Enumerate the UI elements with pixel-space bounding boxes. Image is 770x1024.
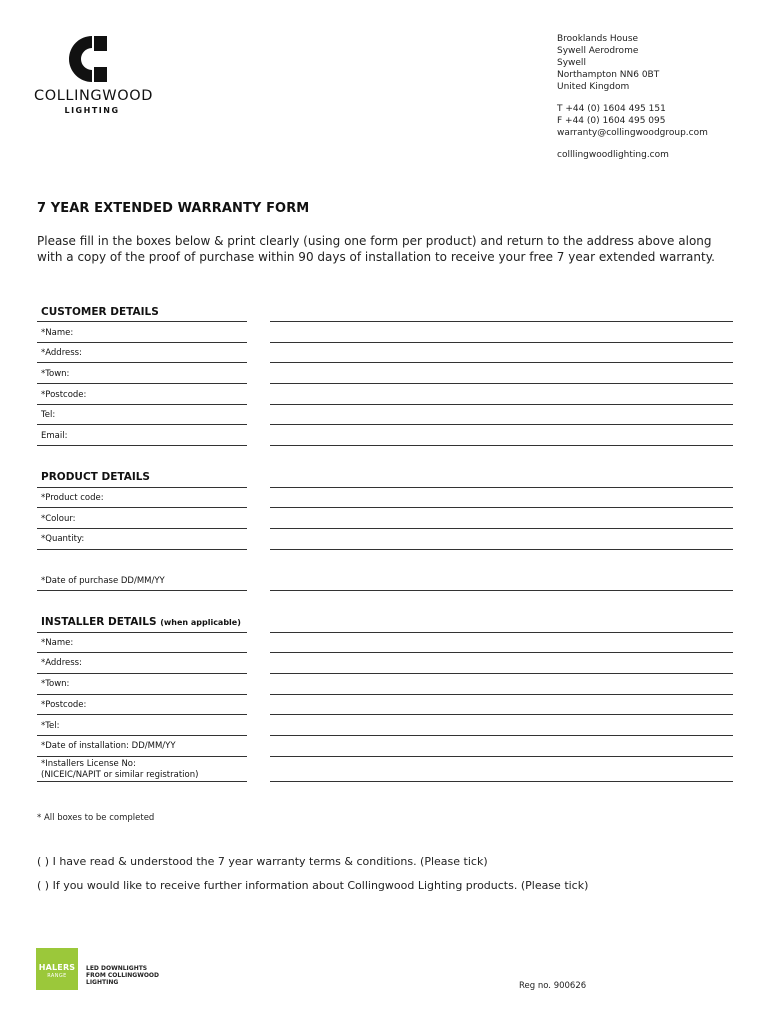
halers-title: HALERS <box>38 963 76 972</box>
purchase-date-field[interactable] <box>270 590 733 591</box>
phone-number: T +44 (0) 1604 495 151 <box>557 104 666 114</box>
installation-date-field[interactable] <box>270 756 733 757</box>
installer-license-label <box>41 759 198 780</box>
product-code-label: *Product code: <box>41 493 104 503</box>
form-title: 7 YEAR EXTENDED WARRANTY FORM <box>37 201 310 216</box>
product-colour-label: *Colour: <box>41 514 76 524</box>
installer-section-heading <box>41 616 241 628</box>
website-link[interactable]: colllingwoodlighting.com <box>557 150 669 160</box>
installer-town-label: *Town: <box>41 679 70 689</box>
installer-address-label: *Address: <box>41 658 82 668</box>
product-quantity-label: *Quantity: <box>41 534 85 544</box>
customer-section-heading: CUSTOMER DETAILS <box>41 306 159 318</box>
address-line: Sywell Aerodrome <box>557 46 639 56</box>
fax-number: F +44 (0) 1604 495 095 <box>557 116 666 126</box>
customer-address-field[interactable] <box>270 362 733 363</box>
halers-tagline-line: LIGHTING <box>86 978 119 986</box>
address-line: Northampton NN6 0BT <box>557 70 660 80</box>
logo-brand: COLLINGWOOD <box>34 88 153 104</box>
halers-logo <box>36 948 78 990</box>
license-label-line1: *Installers License No: <box>41 759 136 769</box>
installer-tel-field[interactable] <box>270 735 733 736</box>
address-line: Sywell <box>557 58 586 68</box>
halers-tagline <box>86 966 159 986</box>
customer-town-field[interactable] <box>270 383 733 384</box>
customer-name-label: *Name: <box>41 328 74 338</box>
installer-license-field[interactable] <box>270 781 733 782</box>
customer-tel-field[interactable] <box>270 424 733 425</box>
terms-checkbox[interactable]: ( ) I have read & understood the 7 year warranty terms & conditions. (Please tick) <box>37 855 488 868</box>
customer-tel-label: Tel: <box>41 410 56 420</box>
address-line: United Kingdom <box>557 82 630 92</box>
customer-email-field[interactable] <box>270 445 733 446</box>
installer-heading-note: (when applicable) <box>160 618 241 627</box>
customer-email-label: Email: <box>41 431 68 441</box>
collingwood-c-icon <box>67 34 117 84</box>
installation-date-label: *Date of installation: DD/MM/YY <box>41 741 176 751</box>
installer-name-field[interactable] <box>270 652 733 653</box>
info-checkbox[interactable]: ( ) If you would like to receive further information about Collingwood Lighting products. (Please tick) <box>37 879 589 892</box>
product-colour-field[interactable] <box>270 528 733 529</box>
customer-postcode-field[interactable] <box>270 404 733 405</box>
completion-note: * All boxes to be completed <box>37 813 155 823</box>
product-quantity-field[interactable] <box>270 549 733 550</box>
installer-heading-text: INSTALLER DETAILS <box>41 616 157 628</box>
installer-name-label: *Name: <box>41 638 74 648</box>
customer-heading-field[interactable] <box>270 321 733 322</box>
registration-number: Reg no. 900626 <box>519 981 587 991</box>
installer-postcode-field[interactable] <box>270 714 733 715</box>
purchase-date-label: *Date of purchase DD/MM/YY <box>41 576 165 586</box>
halers-tagline-line: LED DOWNLIGHTS <box>86 965 148 972</box>
customer-town-label: *Town: <box>41 369 70 379</box>
product-code-field[interactable] <box>270 507 733 508</box>
customer-name-field[interactable] <box>270 342 733 343</box>
company-address <box>557 33 708 161</box>
form-intro: Please fill in the boxes below & print clearly (using one form per product) and return to the address above along with a copy of the proof of purchase within 90 days of installation to receive your free 7 year extended warranty. <box>37 234 715 264</box>
halers-tagline-line: FROM COLLINGWOOD <box>86 971 160 979</box>
customer-address-label: *Address: <box>41 348 82 358</box>
halers-sub: RANGE <box>47 973 67 979</box>
installer-postcode-label: *Postcode: <box>41 700 87 710</box>
address-line: Brooklands House <box>557 34 639 44</box>
installer-town-field[interactable] <box>270 694 733 695</box>
license-label-line2: (NICEIC/NAPIT or similar registration) <box>41 769 199 780</box>
logo-sub: LIGHTING <box>64 106 120 115</box>
installer-tel-label: *Tel: <box>41 721 60 731</box>
collingwood-logo <box>34 34 153 115</box>
product-heading-field[interactable] <box>270 487 733 488</box>
installer-heading-field[interactable] <box>270 632 733 633</box>
product-section-heading: PRODUCT DETAILS <box>41 471 150 483</box>
installer-address-field[interactable] <box>270 673 733 674</box>
customer-postcode-label: *Postcode: <box>41 390 87 400</box>
email-address: warranty@collingwoodgroup.com <box>557 128 708 138</box>
